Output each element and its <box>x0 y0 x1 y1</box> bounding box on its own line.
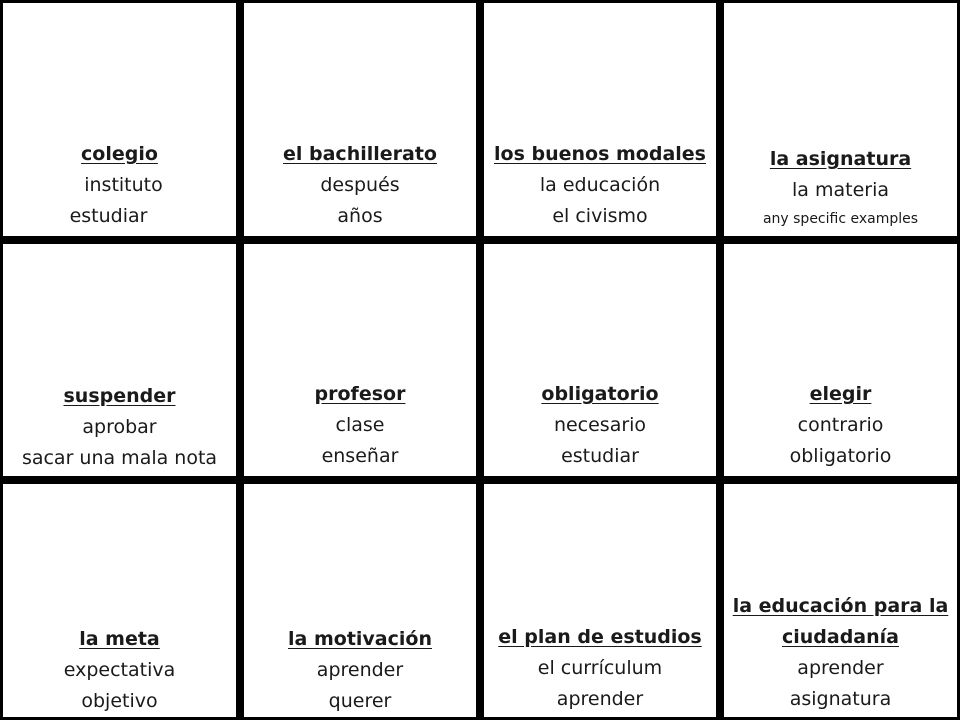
card-word: estudiar <box>69 205 148 227</box>
card-note: any specific examples <box>762 211 919 227</box>
card-lines <box>3 381 236 474</box>
vocab-card-educacion-ciudadania <box>724 484 957 717</box>
card-word: aprender <box>797 657 884 679</box>
card-word: aprobar <box>82 416 157 438</box>
card-word: contrario <box>797 414 884 436</box>
card-word: aprender <box>316 659 404 681</box>
card-title: elegir <box>809 383 872 405</box>
card-lines <box>244 139 476 232</box>
card-lines <box>244 624 476 717</box>
card-lines <box>724 379 957 472</box>
card-title: profesor <box>314 383 406 405</box>
card-word: la materia <box>792 179 889 201</box>
card-word: el civismo <box>552 205 648 227</box>
vocab-card-plan-de-estudios <box>484 484 716 717</box>
card-word: el currículum <box>537 657 663 679</box>
card-word: instituto <box>84 174 163 196</box>
vocab-card-meta <box>3 484 236 717</box>
card-word: estudiar <box>561 445 639 467</box>
vocab-card-asignatura <box>724 3 957 236</box>
card-title: suspender <box>63 385 176 407</box>
card-title: la educación para la ciudadanía <box>732 595 949 648</box>
card-lines <box>3 624 236 717</box>
card-word: años <box>337 205 383 227</box>
card-lines <box>484 139 716 232</box>
card-word: querer <box>328 690 392 712</box>
card-title: los buenos modales <box>494 143 706 165</box>
card-title: la motivación <box>288 628 432 650</box>
vocab-card-profesor <box>244 244 476 476</box>
vocab-card-colegio <box>3 3 236 236</box>
card-word: obligatorio <box>789 445 892 467</box>
card-word: clase <box>335 414 385 436</box>
card-word: sacar una mala nota <box>21 447 218 469</box>
card-title: el plan de estudios <box>498 626 702 648</box>
card-word: asignatura <box>789 688 892 710</box>
vocab-card-elegir <box>724 244 957 476</box>
card-lines <box>484 379 716 472</box>
card-lines <box>484 622 716 715</box>
card-title: obligatorio <box>541 383 659 405</box>
card-word: aprender <box>556 688 644 710</box>
card-lines <box>244 379 476 472</box>
vocab-card-suspender <box>3 244 236 476</box>
card-word: enseñar <box>321 445 399 467</box>
card-word: la educación <box>539 174 661 196</box>
card-word: objetivo <box>81 690 158 712</box>
card-lines <box>724 591 957 715</box>
card-title: la asignatura <box>769 148 912 170</box>
card-word: expectativa <box>63 659 176 681</box>
card-word: después <box>320 174 400 196</box>
card-word: necesario <box>553 414 647 436</box>
vocab-card-motivacion <box>244 484 476 717</box>
card-title: colegio <box>81 143 158 165</box>
card-title: el bachillerato <box>283 143 437 165</box>
card-title: la meta <box>79 628 160 650</box>
vocab-card-bachillerato <box>244 3 476 236</box>
vocab-card-buenos-modales <box>484 3 716 236</box>
vocab-card-obligatorio <box>484 244 716 476</box>
card-lines <box>724 144 957 232</box>
card-lines <box>3 139 236 232</box>
